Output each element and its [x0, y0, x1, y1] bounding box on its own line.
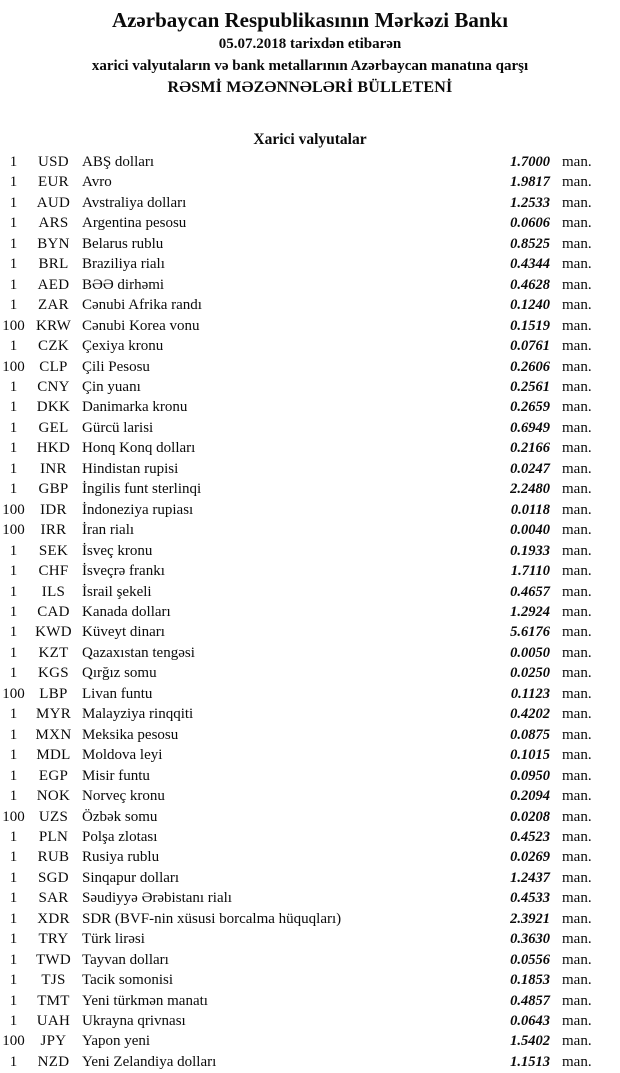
rate-unit: man. [562, 665, 592, 682]
currency-quantity: 1 [9, 563, 18, 580]
currency-name: İngilis funt sterlinqi [82, 481, 202, 498]
currency-code: MXN [35, 726, 72, 743]
rate-row [0, 336, 600, 356]
section-title-foreign-currencies: Xarici valyutalar [253, 131, 367, 148]
rate-unit: man. [562, 501, 592, 518]
rate-value: 5.6176 [510, 624, 550, 641]
rate-row [0, 602, 600, 622]
rate-value: 1.2437 [510, 869, 550, 886]
currency-code: KGS [38, 665, 69, 682]
rate-row [0, 827, 600, 847]
currency-code: ZAR [38, 297, 69, 314]
currency-quantity: 1 [9, 726, 18, 743]
currency-quantity: 1 [9, 460, 18, 477]
rate-row [0, 786, 600, 806]
rate-row [0, 643, 600, 663]
rate-unit: man. [562, 317, 592, 334]
rate-value: 0.6949 [510, 419, 550, 436]
currency-code: GEL [38, 419, 69, 436]
currency-quantity: 1 [9, 603, 18, 620]
effective-date-line: 05.07.2018 tarixdən etibarən [218, 36, 402, 52]
currency-code: NOK [36, 788, 71, 805]
currency-quantity: 100 [2, 317, 25, 334]
rate-row [0, 520, 600, 540]
rate-row [0, 909, 600, 929]
currency-name: Gürcü larisi [82, 419, 154, 436]
rate-row [0, 745, 600, 765]
currency-quantity: 100 [2, 358, 25, 375]
currency-quantity: 1 [9, 154, 18, 170]
rate-unit: man. [562, 194, 592, 211]
rate-value: 0.3630 [510, 931, 550, 948]
rate-value: 0.0875 [510, 726, 550, 743]
currency-code: MYR [35, 706, 72, 723]
rate-unit: man. [562, 154, 592, 170]
rate-row [0, 970, 600, 990]
currency-code: ILS [41, 583, 66, 600]
bank-title: Azərbaycan Respublikasının Mərkəzi Bankı [111, 8, 509, 32]
currency-code: CNY [37, 378, 70, 395]
currency-quantity: 1 [9, 583, 18, 600]
currency-name: Tacik somonisi [82, 972, 174, 989]
currency-quantity: 1 [9, 481, 18, 498]
currency-quantity: 1 [9, 276, 18, 293]
rate-value: 0.8525 [510, 235, 550, 252]
rate-unit: man. [562, 235, 592, 252]
rate-unit: man. [562, 767, 592, 784]
currency-code: USD [38, 154, 69, 170]
rate-unit: man. [562, 808, 592, 825]
rate-value: 0.4533 [510, 890, 550, 907]
rate-value: 0.1015 [510, 747, 550, 764]
currency-code: CAD [37, 603, 70, 620]
currency-name: İsveçrə frankı [82, 563, 165, 580]
rate-value: 0.0269 [510, 849, 550, 866]
currency-quantity: 1 [9, 747, 18, 764]
currency-name: Moldova leyi [82, 747, 163, 764]
currency-name: Avstraliya dolları [82, 194, 187, 211]
rate-value: 1.1513 [510, 1053, 550, 1070]
currency-code: SGD [38, 869, 69, 886]
rate-value: 0.0247 [510, 460, 550, 477]
currency-quantity: 1 [9, 624, 18, 641]
rate-value: 0.4523 [510, 828, 550, 845]
rate-unit: man. [562, 583, 592, 600]
rate-value: 0.4857 [510, 992, 550, 1009]
rate-row [0, 663, 600, 683]
currency-name: Yapon yeni [82, 1033, 151, 1050]
rate-unit: man. [562, 931, 592, 948]
currency-quantity: 1 [9, 890, 18, 907]
rate-row [0, 172, 600, 192]
currency-name: Meksika pesosu [82, 726, 179, 743]
currency-code: KZT [38, 644, 69, 661]
currency-code: TRY [38, 931, 69, 948]
currency-code: EUR [38, 174, 69, 191]
currency-name: Hindistan rupisi [82, 460, 179, 477]
currency-quantity: 1 [9, 910, 18, 927]
rate-unit: man. [562, 890, 592, 907]
currency-code: BRL [38, 256, 69, 273]
currency-quantity: 1 [9, 931, 18, 948]
rate-unit: man. [562, 522, 592, 539]
currency-name: Belarus rublu [82, 235, 164, 252]
currency-name: Argentina pesosu [82, 215, 187, 232]
currency-name: Çin yuanı [82, 378, 141, 395]
currency-code: SAR [38, 890, 69, 907]
currency-code: UZS [38, 808, 69, 825]
currency-name: Misir funtu [82, 767, 150, 784]
rate-row [0, 704, 600, 724]
currency-code: CLP [39, 358, 68, 375]
currency-quantity: 1 [9, 644, 18, 661]
currency-quantity: 1 [9, 665, 18, 682]
currency-quantity: 1 [9, 297, 18, 314]
rate-unit: man. [562, 849, 592, 866]
rate-row [0, 1011, 600, 1031]
currency-code: KRW [35, 317, 72, 334]
rate-unit: man. [562, 563, 592, 580]
currency-quantity: 1 [9, 338, 18, 355]
currency-code: AUD [36, 194, 71, 211]
currency-code: KWD [35, 624, 72, 641]
currency-code: IDR [40, 501, 67, 518]
currency-name: Özbək somu [82, 808, 158, 825]
bulletin-title: RƏSMİ MƏZƏNNƏLƏRİ BÜLLETENİ [167, 79, 453, 96]
rate-unit: man. [562, 869, 592, 886]
rate-row [0, 582, 600, 602]
currency-name: ABŞ dolları [82, 154, 155, 170]
currency-name: Çili Pesosu [82, 358, 150, 375]
currency-code: TWD [35, 951, 72, 968]
rate-row [0, 929, 600, 949]
currency-name: Cənubi Korea vonu [82, 317, 200, 334]
rate-unit: man. [562, 910, 592, 927]
currency-quantity: 1 [9, 235, 18, 252]
rate-value: 0.1853 [510, 972, 550, 989]
currency-quantity: 1 [9, 788, 18, 805]
currency-quantity: 1 [9, 256, 18, 273]
rate-row [0, 868, 600, 888]
currency-code: RUB [37, 849, 70, 866]
rate-value: 0.0118 [510, 501, 550, 518]
currency-name: Çexiya kronu [82, 338, 164, 355]
rate-unit: man. [562, 1013, 592, 1030]
currency-name: İsrail şekeli [82, 583, 152, 600]
rate-value: 0.2606 [510, 358, 550, 375]
rate-row [0, 1031, 600, 1051]
currency-code: MDL [36, 747, 71, 764]
rate-value: 0.0643 [510, 1013, 550, 1030]
rate-row [0, 479, 600, 499]
rate-unit: man. [562, 685, 592, 702]
rate-unit: man. [562, 419, 592, 436]
currency-quantity: 1 [9, 174, 18, 191]
currency-code: INR [40, 460, 67, 477]
rate-value: 1.5402 [510, 1033, 550, 1050]
currency-name: Sinqapur dolları [82, 869, 180, 886]
rate-row [0, 888, 600, 908]
currency-quantity: 1 [9, 440, 18, 457]
currency-name: Danimarka kronu [82, 399, 188, 416]
currency-name: Kanada dolları [82, 603, 171, 620]
rate-row [0, 357, 600, 377]
currency-quantity: 1 [9, 972, 18, 989]
rate-row [0, 766, 600, 786]
rate-value: 0.4628 [510, 276, 550, 293]
currency-name: SDR (BVF-nin xüsusi borcalma hüquqları) [82, 910, 342, 927]
rate-value: 0.1519 [510, 317, 550, 334]
rate-row [0, 807, 600, 827]
rate-unit: man. [562, 542, 592, 559]
currency-quantity: 100 [2, 808, 25, 825]
rate-row [0, 684, 600, 704]
currency-name: İsveç kronu [82, 542, 153, 559]
currency-quantity: 1 [9, 419, 18, 436]
rate-row [0, 377, 600, 397]
rate-row [0, 438, 600, 458]
currency-quantity: 100 [2, 1033, 25, 1050]
rate-row [0, 991, 600, 1011]
currency-name: İran rialı [82, 522, 135, 539]
rate-value: 1.2533 [510, 194, 550, 211]
currency-quantity: 1 [9, 849, 18, 866]
currency-quantity: 1 [9, 828, 18, 845]
rate-value: 0.0250 [510, 665, 550, 682]
rate-row [0, 213, 600, 233]
currency-quantity: 1 [9, 1053, 18, 1070]
currency-name: Cənubi Afrika randı [82, 297, 202, 314]
rate-unit: man. [562, 460, 592, 477]
currency-quantity: 1 [9, 215, 18, 232]
currency-name: Polşa zlotası [82, 828, 158, 845]
currency-quantity: 1 [9, 194, 18, 211]
currency-code: AED [37, 276, 70, 293]
rate-row [0, 541, 600, 561]
rate-value: 0.0556 [510, 951, 550, 968]
rate-value: 0.1933 [510, 542, 550, 559]
currency-name: İndoneziya rupiası [82, 501, 194, 518]
rate-value: 0.2659 [510, 399, 550, 416]
currency-name: Avro [82, 174, 112, 191]
rate-unit: man. [562, 603, 592, 620]
currency-name: Livan funtu [82, 685, 153, 702]
rate-row [0, 725, 600, 745]
rate-value: 0.1240 [510, 297, 550, 314]
rate-value: 0.2094 [510, 788, 550, 805]
rate-row [0, 1052, 600, 1072]
currency-quantity: 100 [2, 685, 25, 702]
rate-value: 1.7000 [510, 154, 550, 170]
currency-code: SEK [38, 542, 69, 559]
rate-unit: man. [562, 276, 592, 293]
rate-value: 0.4657 [510, 583, 550, 600]
currency-code: LBP [39, 685, 68, 702]
rate-unit: man. [562, 338, 592, 355]
rate-value: 0.4344 [510, 256, 550, 273]
rate-unit: man. [562, 1033, 592, 1050]
rate-row [0, 500, 600, 520]
rate-unit: man. [562, 747, 592, 764]
currency-name: Yeni Zelandiya dolları [82, 1053, 217, 1070]
scope-line: xarici valyutaların və bank metallarının Azərbaycan manatına qarşı [91, 58, 529, 74]
currency-quantity: 1 [9, 399, 18, 416]
rate-unit: man. [562, 992, 592, 1009]
currency-code: BYN [37, 235, 70, 252]
currency-code: NZD [37, 1053, 70, 1070]
rate-unit: man. [562, 828, 592, 845]
currency-quantity: 1 [9, 951, 18, 968]
currency-quantity: 100 [2, 522, 25, 539]
rate-unit: man. [562, 706, 592, 723]
rate-unit: man. [562, 174, 592, 191]
currency-quantity: 100 [2, 501, 25, 518]
rate-value: 0.0208 [510, 808, 550, 825]
rate-value: 0.0040 [510, 522, 550, 539]
rate-value: 0.0761 [510, 338, 550, 355]
rate-value: 0.0606 [510, 215, 550, 232]
currency-quantity: 1 [9, 992, 18, 1009]
currency-name: Honq Konq dolları [82, 440, 196, 457]
currency-quantity: 1 [9, 706, 18, 723]
currency-code: EGP [38, 767, 69, 784]
rate-value: 0.2166 [510, 440, 550, 457]
rate-unit: man. [562, 951, 592, 968]
currency-name: Malayziya rinqqiti [82, 706, 194, 723]
currency-quantity: 1 [9, 767, 18, 784]
currency-name: Tayvan dolları [82, 951, 169, 968]
rate-value: 0.2561 [510, 378, 550, 395]
rate-unit: man. [562, 624, 592, 641]
rate-value: 0.1123 [510, 685, 550, 702]
document-header [0, 0, 620, 99]
currency-code: HKD [36, 440, 71, 457]
rate-unit: man. [562, 256, 592, 273]
currency-name: Qırğız somu [82, 665, 157, 682]
rate-unit: man. [562, 297, 592, 314]
rate-row [0, 152, 600, 172]
rate-value: 0.0950 [510, 767, 550, 784]
rate-unit: man. [562, 378, 592, 395]
rate-row [0, 275, 600, 295]
rate-row [0, 459, 600, 479]
currency-name: Qazaxıstan tengəsi [82, 644, 195, 661]
exchange-rates-table [0, 152, 620, 1072]
rate-unit: man. [562, 440, 592, 457]
currency-name: Səudiyyə Ərəbistanı rialı [82, 890, 232, 907]
rate-value: 0.4202 [510, 706, 550, 723]
currency-code: XDR [37, 910, 70, 927]
currency-code: JPY [40, 1033, 67, 1050]
currency-code: IRR [40, 522, 67, 539]
rate-row [0, 950, 600, 970]
currency-code: TMT [37, 992, 70, 1009]
rate-unit: man. [562, 481, 592, 498]
currency-name: BƏƏ dirhəmi [82, 276, 165, 293]
currency-name: Norveç kronu [82, 788, 165, 805]
currency-code: ARS [38, 215, 69, 232]
rate-value: 1.2924 [510, 603, 550, 620]
currency-code: CZK [38, 338, 69, 355]
rate-row [0, 316, 600, 336]
currency-quantity: 1 [9, 869, 18, 886]
currency-code: GBP [38, 481, 69, 498]
rate-row [0, 295, 600, 315]
currency-quantity: 1 [9, 378, 18, 395]
rate-value: 0.0050 [510, 644, 550, 661]
rate-row [0, 254, 600, 274]
currency-code: UAH [36, 1013, 71, 1030]
currency-name: Küveyt dinarı [82, 624, 165, 641]
rate-unit: man. [562, 399, 592, 416]
rate-unit: man. [562, 788, 592, 805]
currency-code: TJS [41, 972, 66, 989]
rate-row [0, 561, 600, 581]
rate-value: 1.9817 [510, 174, 550, 191]
currency-quantity: 1 [9, 1013, 18, 1030]
currency-code: PLN [38, 828, 69, 845]
rate-unit: man. [562, 358, 592, 375]
rate-unit: man. [562, 972, 592, 989]
rate-unit: man. [562, 644, 592, 661]
rate-row [0, 847, 600, 867]
rate-unit: man. [562, 726, 592, 743]
rate-value: 2.2480 [510, 481, 550, 498]
currency-code: DKK [36, 399, 71, 416]
rate-unit: man. [562, 1053, 592, 1070]
rate-row [0, 397, 600, 417]
rate-unit: man. [562, 215, 592, 232]
currency-name: Braziliya rialı [82, 256, 165, 273]
currency-name: Yeni türkmən manatı [82, 992, 208, 1009]
currency-name: Ukrayna qrivnası [82, 1013, 186, 1030]
currency-name: Türk lirəsi [82, 931, 145, 948]
currency-name: Rusiya rublu [82, 849, 160, 866]
rate-value: 1.7110 [510, 563, 550, 580]
currency-quantity: 1 [9, 542, 18, 559]
rate-row [0, 418, 600, 438]
currency-code: CHF [38, 563, 69, 580]
rate-row [0, 234, 600, 254]
rate-row [0, 622, 600, 642]
rate-row [0, 193, 600, 213]
rate-value: 2.3921 [510, 910, 550, 927]
